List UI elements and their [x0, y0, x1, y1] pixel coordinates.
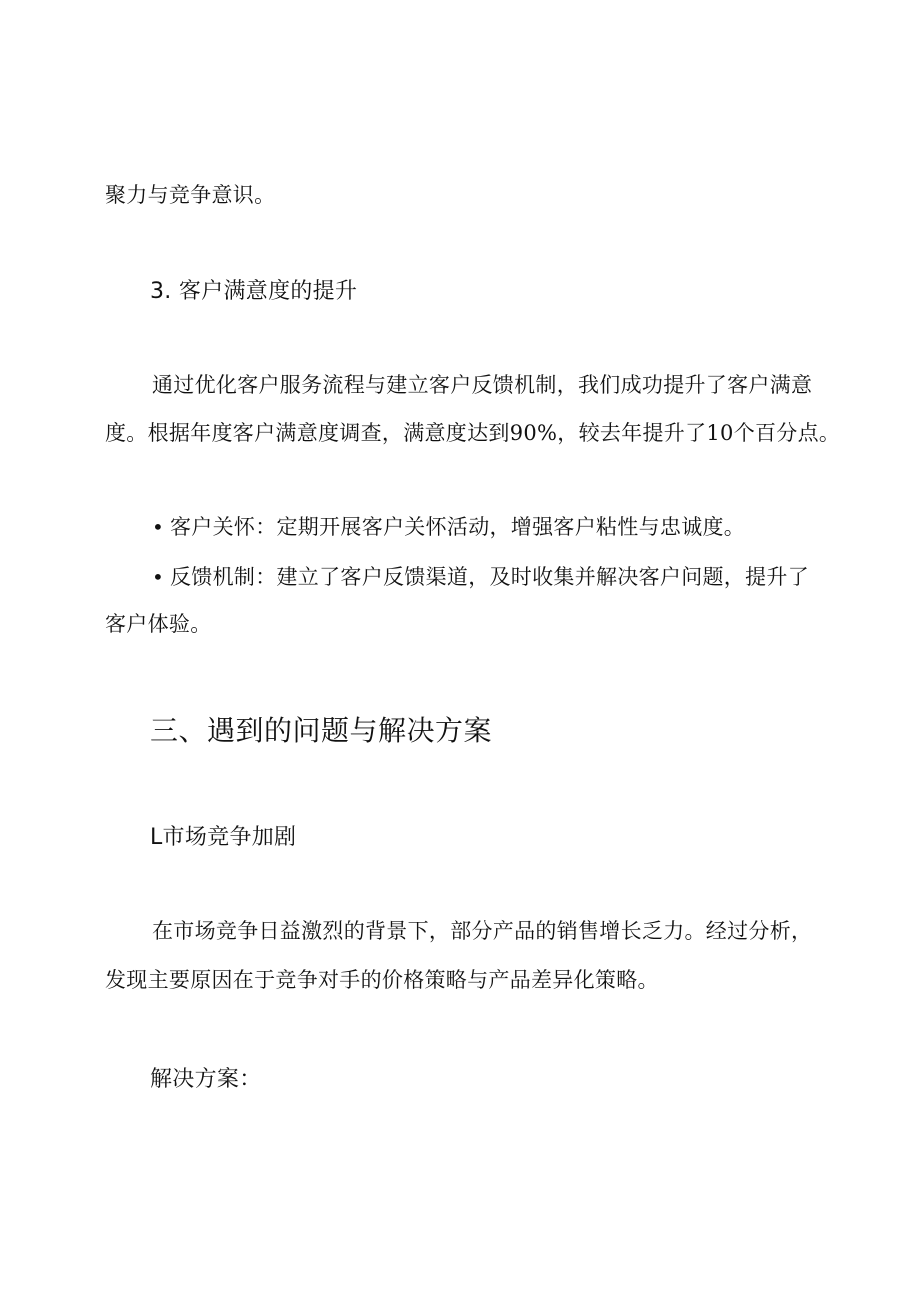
bullet-text: 反馈机制：建立了客户反馈渠道，及时收集并解决客户问题，提升了 [170, 565, 809, 589]
competition-paragraph-line-2: 发现主要原因在于竞争对手的价格策略与产品差异化策略。 [105, 968, 659, 992]
sub-heading-market-competition: L市场竞争加剧 [150, 825, 297, 850]
satisfaction-paragraph-line-1: 通过优化客户服务流程与建立客户反馈机制，我们成功提升了客户满意 [152, 373, 813, 397]
section-heading-customer-satisfaction: 3. 客户满意度的提升 [150, 279, 358, 304]
bullet-item-customer-care [152, 517, 745, 538]
bullet-item-feedback-continuation: 客户体验。 [105, 612, 212, 636]
bullet-marker: • [152, 515, 165, 539]
bullet-text: 客户关怀：定期开展客户关怀活动，增强客户粘性与忠诚度。 [170, 515, 746, 539]
chapter-heading-problems-solutions: 三、遇到的问题与解决方案 [150, 714, 493, 747]
competition-paragraph-line-1: 在市场竞争日益激烈的背景下，部分产品的销售增长乏力。经过分析， [152, 919, 813, 943]
satisfaction-paragraph-line-2: 度。根据年度客户满意度调查，满意度达到90%，较去年提升了10个百分点。 [105, 421, 841, 445]
continued-paragraph: 聚力与竞争意识。 [105, 183, 276, 207]
solution-label: 解决方案： [150, 1067, 262, 1092]
bullet-marker: • [152, 565, 165, 589]
bullet-item-feedback-mechanism [152, 567, 809, 588]
